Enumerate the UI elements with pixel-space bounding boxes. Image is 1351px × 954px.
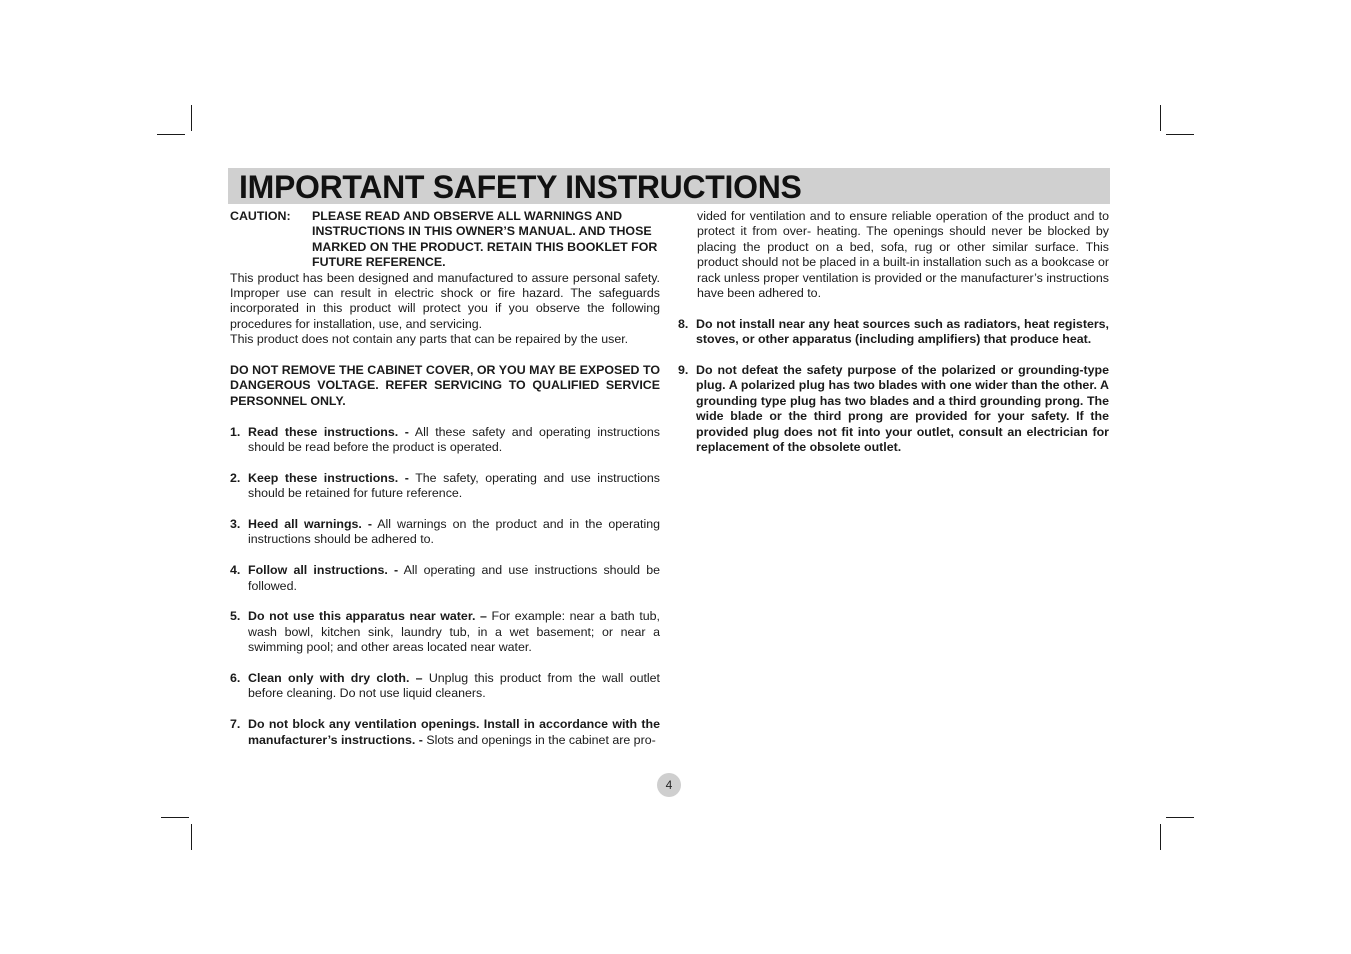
item-number: 1.: [230, 424, 241, 439]
item-heading: Clean only with dry cloth. –: [248, 671, 423, 686]
crop-mark: [161, 817, 189, 818]
item-number: 2.: [230, 470, 241, 485]
item-7-continued: vided for ventilation and to ensure reliable operation of the product and to protect it from over- heating. The openings should never be blocked by placing the product on a bed, sofa, rug or other similar surface. This product should not be placed in a built-in installation such as a bookcase or rack unless proper ventilation is provided or the manufacturer’s instructions have been adhered to.: [697, 209, 1109, 301]
crop-mark: [157, 134, 185, 135]
item-heading: Do not install near any heat sources such as radiators, heat registers, stoves, or other apparatus (including amplifiers) that produce heat.: [696, 316, 1109, 347]
item-number: 6.: [230, 671, 241, 686]
intro-paragraph: This product does not contain any parts that can be repaired by the user.: [230, 332, 629, 347]
list-item: [230, 563, 660, 594]
left-column: [230, 209, 660, 763]
caution-label: CAUTION:: [230, 209, 291, 223]
crop-mark: [1166, 817, 1194, 818]
crop-mark: [1166, 134, 1194, 135]
item-heading: Heed all warnings. -: [248, 517, 372, 532]
item-text: Unplug this product from the wall outlet before cleaning. Do not use liquid cleaners.: [248, 671, 660, 701]
list-item: [230, 671, 660, 702]
list-item: [230, 471, 660, 502]
item-text: All these safety and operating instructions should be read before the product is operated.: [248, 424, 660, 455]
crop-mark: [1160, 824, 1161, 850]
crop-mark: [191, 824, 192, 850]
title-bar: [228, 168, 1110, 204]
list-item: [230, 609, 660, 655]
item-heading: Follow all instructions. -: [248, 563, 399, 578]
caution-block: [230, 209, 660, 271]
crop-mark: [1160, 105, 1161, 131]
right-column: [678, 209, 1109, 471]
list-item: [230, 425, 660, 456]
item-heading: Do not defeat the safety purpose of the polarized or grounding-type plug. A polarized plug has two blades with one wider than the other. A grounding type plug has two blades and a third grounding prong. The wide blade or the third prong are provided for your safety. If the provided plug does not fit into your outlet, consult an electrician for replacement of the obsolete outlet.: [696, 363, 1109, 455]
item-heading: Do not block any ventilation openings. Install in accordance with the manufacturer’s instructions. -: [248, 717, 660, 747]
item-text: For example: near a bath tub, wash bowl, kitchen sink, laundry tub, in a wet basement; or near a swimming pool; and other areas located near water.: [248, 609, 660, 655]
item-heading: Keep these instructions. -: [248, 470, 409, 485]
item-number: 4.: [230, 563, 241, 578]
intro-paragraph: This product has been designed and manufactured to assure personal safety. Improper use can result in electric shock or fire hazard. The safeguards incorporated in this product will protect you if you observe the following procedures for installation, use, and servicing.: [230, 270, 660, 331]
item-heading: Do not use this apparatus near water. –: [248, 609, 487, 624]
item-heading: Read these instructions. -: [248, 424, 409, 439]
cabinet-warning: DO NOT REMOVE THE CABINET COVER, OR YOU MAY BE EXPOSED TO DANGEROUS VOLTAGE. REFER SERVICING TO QUALIFIED SERVICE PERSONNEL ONLY.: [230, 363, 660, 408]
page-title: IMPORTANT SAFETY INSTRUCTIONS: [239, 169, 802, 205]
item-number: 5.: [230, 609, 241, 624]
list-item: [230, 717, 660, 748]
caution-text: PLEASE READ AND OBSERVE ALL WARNINGS AND INSTRUCTIONS IN THIS OWNER’S MANUAL. AND THOSE MARKED ON THE PRODUCT. RETAIN THIS BOOKLET FOR FUTURE REFERENCE.: [312, 209, 658, 270]
item-number: 3.: [230, 517, 241, 532]
item-text: All warnings on the product and in the operating instructions should be adhered to.: [248, 517, 660, 547]
item-text: All operating and use instructions should be followed.: [248, 563, 660, 593]
list-item: [230, 517, 660, 548]
list-item: [678, 363, 1109, 455]
crop-mark: [191, 105, 192, 131]
item-text: The safety, operating and use instructions should be retained for future reference.: [248, 470, 660, 501]
item-number: 8.: [678, 316, 689, 331]
item-number: 7.: [230, 717, 241, 732]
item-number: 9.: [678, 363, 689, 378]
page-number: 4: [657, 773, 681, 797]
list-item: [678, 317, 1109, 348]
item-text: Slots and openings in the cabinet are pro-: [422, 732, 656, 747]
